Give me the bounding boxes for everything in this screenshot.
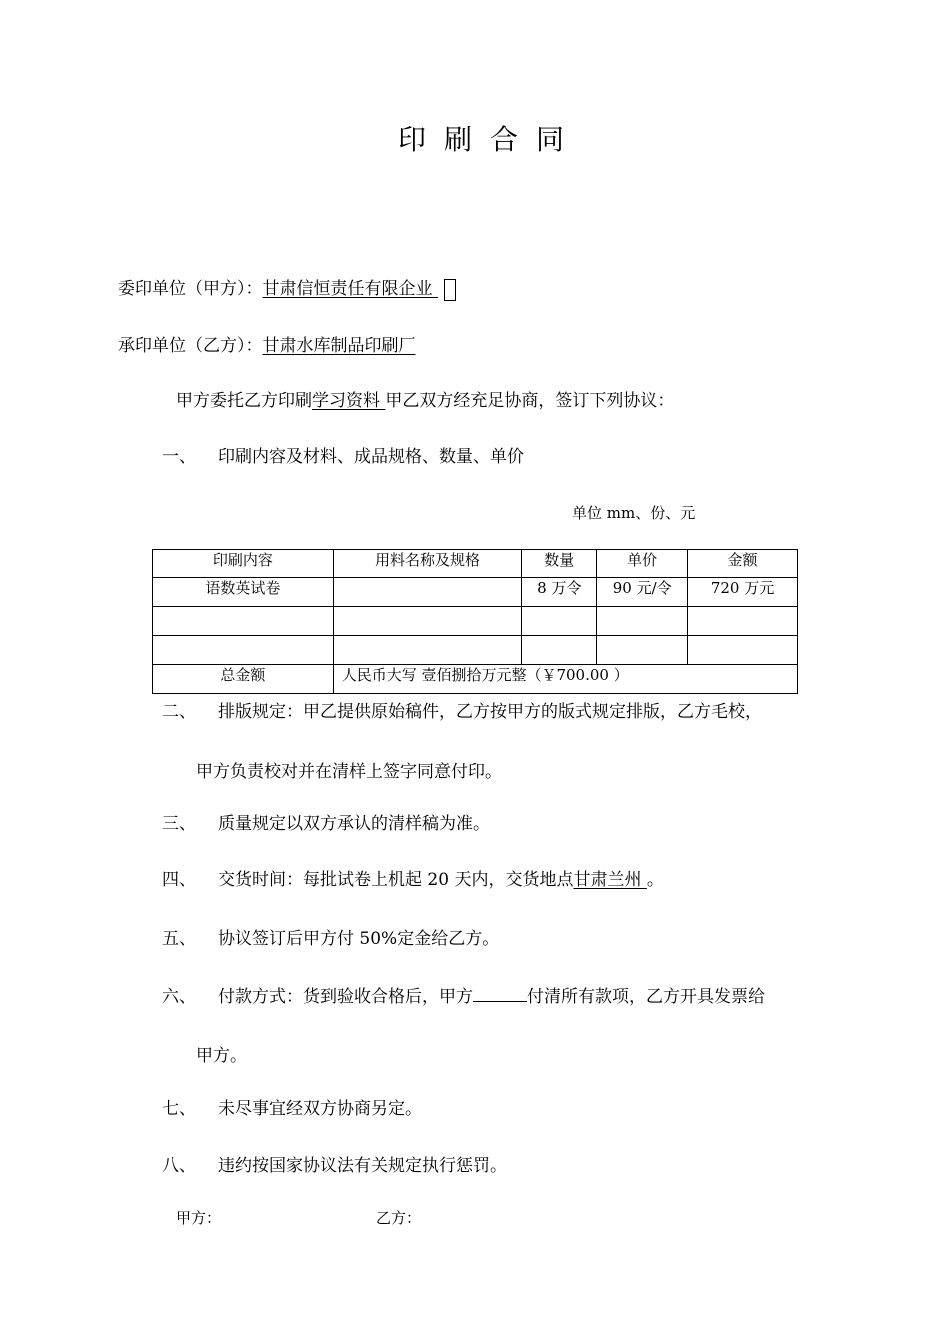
table-cell xyxy=(597,607,688,636)
table-cell xyxy=(153,636,334,665)
section-5 xyxy=(162,924,499,949)
table-cell xyxy=(153,607,334,636)
items-table xyxy=(152,549,798,694)
table-cell xyxy=(688,636,798,665)
intro-line xyxy=(176,386,674,411)
section-5-num: 五、 xyxy=(162,929,196,949)
table-cell: 90 元/令 xyxy=(597,578,688,607)
table-cell xyxy=(333,636,522,665)
table-cell: 720 万元 xyxy=(688,578,798,607)
table-total-row xyxy=(153,665,798,694)
section-7-num: 七、 xyxy=(162,1099,196,1119)
table-header-row xyxy=(153,550,798,578)
intro-after: 甲乙双方经充足协商，签订下列协议： xyxy=(385,391,675,411)
section-1 xyxy=(162,442,524,467)
section-7-text: 未尽事宜经双方协商另定。 xyxy=(218,1099,422,1119)
table-row xyxy=(153,607,798,636)
section-6-after: 付清所有款项，乙方开具发票给 xyxy=(527,987,765,1007)
table-cell xyxy=(688,607,798,636)
section-6 xyxy=(162,982,765,1007)
table-row xyxy=(153,578,798,607)
section-4-before: 交货时间：每批试卷上机起 20 天内，交货地点 xyxy=(218,870,574,890)
signature-party-b: 乙方： xyxy=(376,1209,422,1227)
table-cell xyxy=(333,578,522,607)
total-label: 总金额 xyxy=(153,665,334,694)
table-cell: 语数英试卷 xyxy=(153,578,334,607)
section-4 xyxy=(162,865,664,890)
section-6-cont: 甲方。 xyxy=(196,1046,247,1066)
section-3-num: 三、 xyxy=(162,814,196,834)
section-5-text: 协议签订后甲方付 50%定金给乙方。 xyxy=(218,929,500,949)
intro-before: 甲方委托乙方印刷 xyxy=(176,391,312,411)
section-2-text: 排版规定：甲乙提供原始稿件，乙方按甲方的版式规定排版，乙方毛校， xyxy=(218,702,762,722)
party-a-line xyxy=(118,274,456,301)
section-1-num: 一、 xyxy=(162,447,196,467)
section-6-before: 付款方式：货到验收合格后，甲方 xyxy=(218,987,473,1007)
section-2-num: 二、 xyxy=(162,702,196,722)
payment-blank xyxy=(473,987,527,1002)
section-7 xyxy=(162,1094,422,1119)
table-cell: 8 万令 xyxy=(522,578,597,607)
table-cell xyxy=(597,636,688,665)
table-cell xyxy=(522,607,597,636)
section-2 xyxy=(162,697,762,722)
signature-party-a: 甲方： xyxy=(176,1209,222,1227)
table-header-cell: 用料名称及规格 xyxy=(333,550,522,578)
intro-item: 学习资料 xyxy=(312,391,386,411)
table-row xyxy=(153,636,798,665)
section-3 xyxy=(162,809,490,834)
section-6-num: 六、 xyxy=(162,987,196,1007)
unit-note: 单位 mm、份、元 xyxy=(572,504,696,522)
section-8 xyxy=(162,1151,507,1176)
party-a-label: 委印单位（甲方）： xyxy=(118,279,263,299)
section-8-num: 八、 xyxy=(162,1156,196,1176)
section-4-after: 。 xyxy=(646,870,664,890)
party-b-line xyxy=(118,331,416,356)
party-a-value: 甘肃信恒责任有限企业 xyxy=(262,279,438,299)
total-value: 人民币大写 壹佰捌拾万元整（￥700.00 ） xyxy=(333,665,797,694)
document-title: 印刷合同 xyxy=(397,123,582,156)
table-header-cell: 印刷内容 xyxy=(153,550,334,578)
table-header-cell: 金额 xyxy=(688,550,798,578)
table-cell xyxy=(333,607,522,636)
section-4-num: 四、 xyxy=(162,870,196,890)
section-3-text: 质量规定以双方承认的清样稿为准。 xyxy=(218,814,490,834)
table-header-cell: 单价 xyxy=(597,550,688,578)
table-header-cell: 数量 xyxy=(522,550,597,578)
party-b-label: 承印单位（乙方）： xyxy=(118,336,263,356)
section-1-text: 印刷内容及材料、成品规格、数量、单价 xyxy=(218,447,524,467)
delivery-place: 甘肃兰州 xyxy=(573,870,647,890)
table-cell xyxy=(522,636,597,665)
placeholder-box-icon xyxy=(444,279,456,301)
section-2-cont: 甲方负责校对并在清样上签字同意付印。 xyxy=(196,762,502,782)
party-b-value: 甘肃水库制品印刷厂 xyxy=(262,336,416,356)
section-8-text: 违约按国家协议法有关规定执行惩罚。 xyxy=(218,1156,507,1176)
